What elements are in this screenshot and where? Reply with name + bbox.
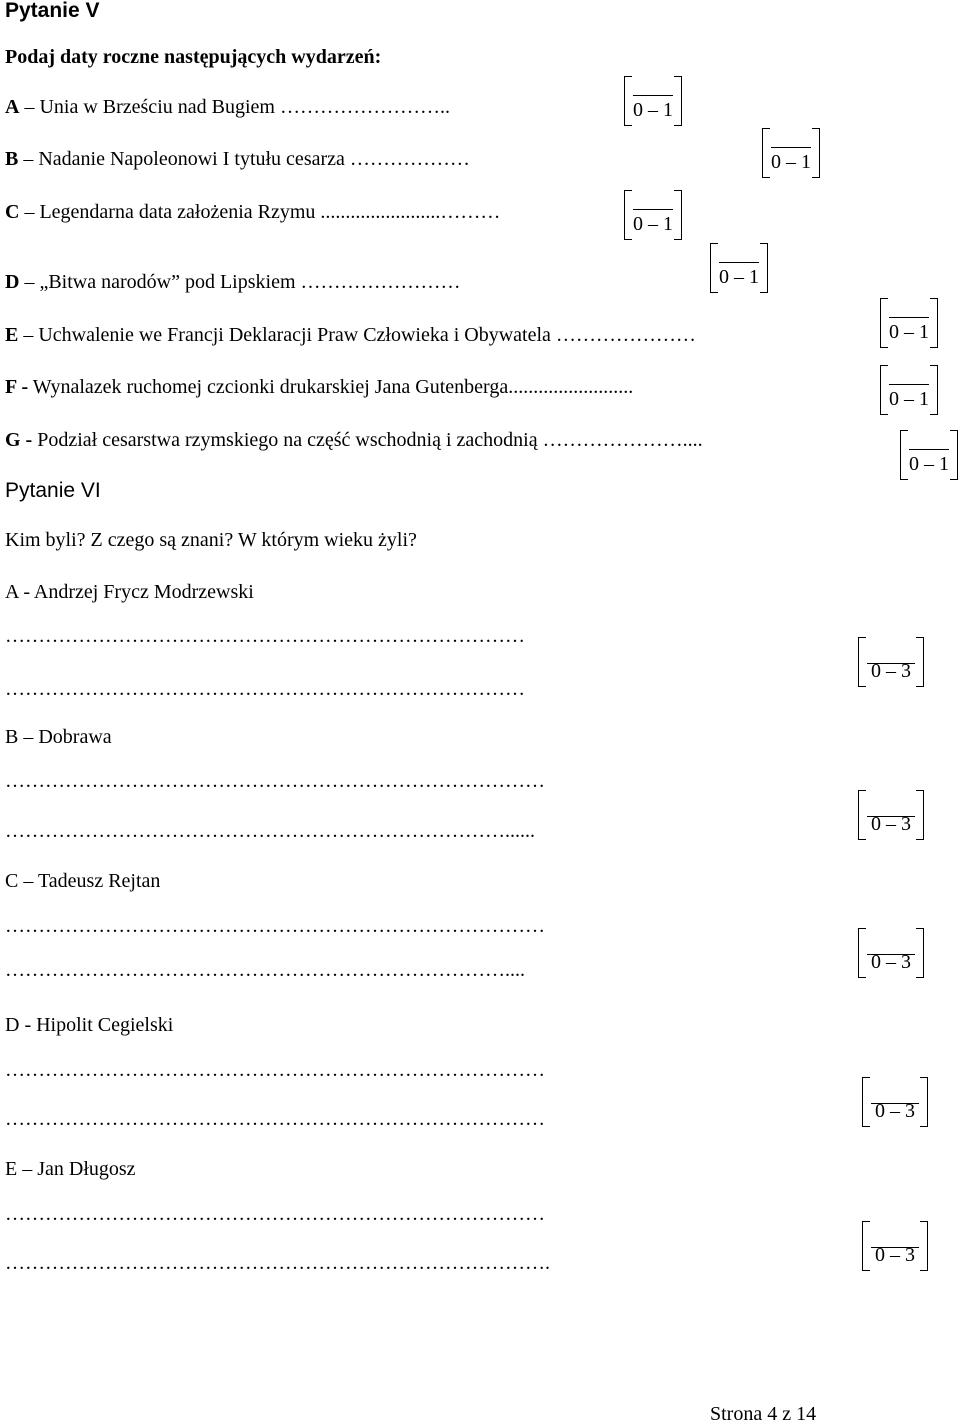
event-item-b (5, 148, 470, 171)
person-label-d: D - Hipolit Cegielski (5, 1014, 174, 1036)
answer-line-b2[interactable]: …………………………………………………………………...... (5, 820, 535, 842)
score-value: 0 – 3 (875, 1244, 915, 1266)
answer-line-a1[interactable]: …………………………………………………………………… (5, 625, 525, 647)
item-letter: D (5, 271, 20, 293)
event-item-c (5, 201, 500, 224)
score-value: 0 – 3 (875, 1100, 915, 1122)
page-number: Strona 4 z 14 (710, 1403, 817, 1425)
answer-dots[interactable]: …………………….. (279, 96, 450, 118)
answer-line-e2[interactable]: ………………………………………………………………………. (5, 1252, 550, 1274)
item-letter: C (5, 201, 20, 223)
score-box-e (880, 298, 938, 348)
item-text: Nadanie Napoleonowi I tytułu cesarza (38, 148, 345, 170)
score-box-g (900, 430, 958, 480)
item-sep: – (24, 201, 35, 223)
score-box-person-b (858, 790, 924, 840)
answer-dots[interactable]: ……………… (349, 148, 470, 170)
item-letter: A (5, 96, 20, 118)
person-label-e: E – Jan Długosz (5, 1158, 136, 1180)
item-sep: – (24, 96, 35, 118)
question-6-instruction: Kim byli? Z czego są znani? W którym wieku żyli? (5, 529, 417, 551)
answer-dots[interactable]: …………………… (300, 271, 461, 293)
score-value: 0 – 1 (889, 321, 929, 343)
question-5-instruction: Podaj daty roczne następujących wydarzeń: (5, 46, 382, 68)
item-text: Wynalazek ruchomej czcionki drukarskiej Jana Gutenberga (32, 376, 509, 398)
score-box-person-d (862, 1077, 928, 1127)
score-value: 0 – 1 (909, 453, 949, 475)
answer-dots[interactable]: ………………… (555, 324, 696, 346)
person-label-a: A - Andrzej Frycz Modrzewski (5, 581, 254, 603)
score-value: 0 – 1 (719, 266, 759, 288)
answer-line-d1[interactable]: ……………………………………………………………………… (5, 1059, 545, 1081)
event-item-a (5, 96, 450, 119)
answer-line-c1[interactable]: ……………………………………………………………………… (5, 915, 545, 937)
item-letter: F - (5, 376, 29, 398)
item-letter: G - (5, 429, 33, 451)
score-value: 0 – 1 (889, 388, 929, 410)
score-box-person-e (862, 1221, 928, 1271)
score-value: 0 – 3 (871, 813, 911, 835)
score-value: 0 – 1 (633, 99, 673, 121)
item-text: Podział cesarstwa rzymskiego na część wschodnią i zachodnią (37, 429, 538, 451)
score-value: 0 – 1 (771, 151, 811, 173)
score-value: 0 – 3 (871, 951, 911, 973)
person-label-b: B – Dobrawa (5, 726, 112, 748)
event-item-g (5, 429, 703, 452)
answer-dots[interactable]: ………………….... (542, 429, 703, 451)
event-item-d (5, 271, 461, 294)
answer-line-d2[interactable]: ……………………………………………………………………… (5, 1108, 545, 1130)
answer-line-e1[interactable]: ……………………………………………………………………… (5, 1203, 545, 1225)
answer-line-a2[interactable]: …………………………………………………………………… (5, 678, 525, 700)
answer-dots[interactable]: ........................……… (320, 201, 501, 223)
item-text: „Bitwa narodów” pod Lipskiem (39, 271, 296, 293)
item-text: Uchwalenie we Francji Deklaracji Praw Człowieka i Obywatela (38, 324, 551, 346)
item-sep: – (23, 148, 34, 170)
item-text: Unia w Brześciu nad Bugiem (39, 96, 275, 118)
event-item-f (5, 376, 633, 399)
answer-line-b1[interactable]: ……………………………………………………………………… (5, 770, 545, 792)
answer-line-c2[interactable]: ………………………………………………………………….... (5, 959, 525, 981)
question-6-title: Pytanie VI (5, 479, 101, 502)
item-sep: – (24, 271, 35, 293)
person-label-c: C – Tadeusz Rejtan (5, 870, 161, 892)
item-text: Legendarna data założenia Rzymu (39, 201, 316, 223)
question-5-title: Pytanie V (5, 0, 100, 22)
score-value: 0 – 3 (871, 660, 911, 682)
score-box-b (762, 128, 820, 178)
item-letter: E (5, 324, 19, 346)
item-letter: B (5, 148, 19, 170)
score-box-c (624, 190, 682, 240)
score-box-person-a (858, 637, 924, 687)
score-box-f (880, 365, 938, 415)
event-item-e (5, 324, 696, 347)
score-box-d (710, 243, 768, 293)
score-value: 0 – 1 (633, 213, 673, 235)
answer-dots[interactable]: ......................... (508, 376, 634, 398)
score-box-person-c (858, 928, 924, 978)
score-box-a (624, 76, 682, 126)
item-sep: – (23, 324, 34, 346)
